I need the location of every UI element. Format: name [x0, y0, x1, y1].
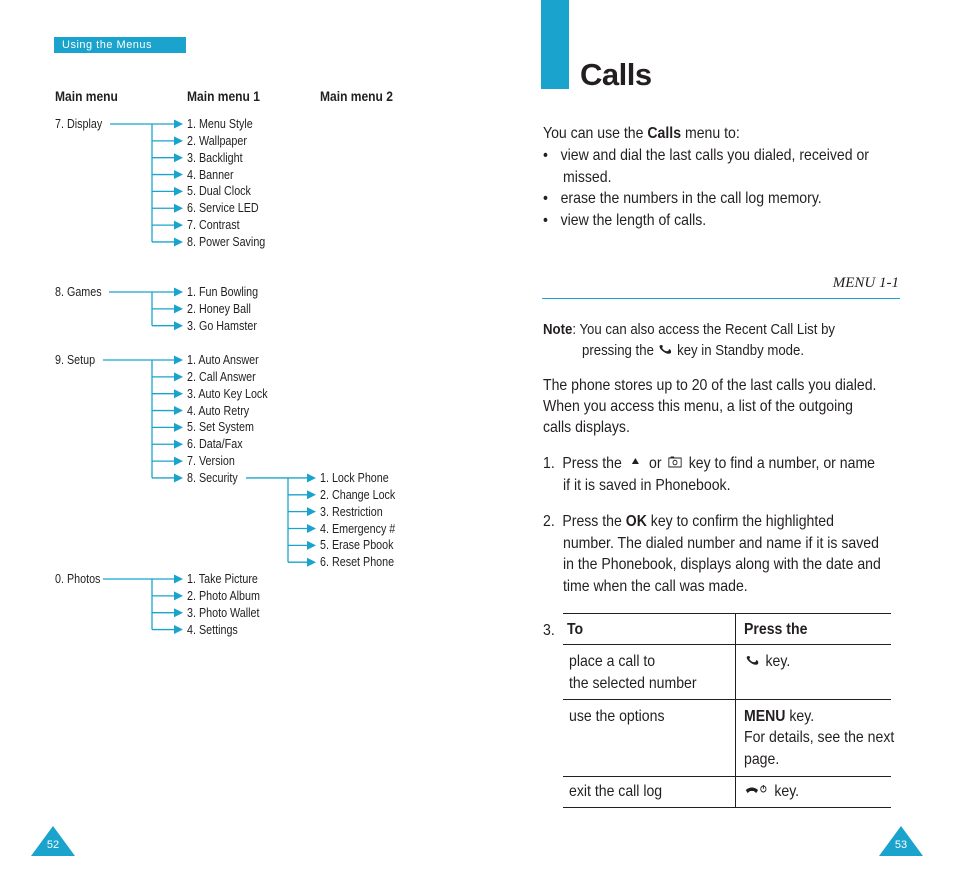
- menu-code: MENU 1-1: [832, 275, 899, 291]
- submenu-item: 3. Go Hamster: [187, 318, 257, 333]
- header-main-menu-1: Main menu 1: [187, 88, 260, 104]
- security-submenu-item: 6. Reset Phone: [320, 555, 395, 570]
- submenu-item: 2. Call Answer: [187, 369, 256, 384]
- tree-arrow-icon: [174, 372, 183, 381]
- submenu-item: 7. Version: [187, 454, 235, 469]
- page-title: Calls: [580, 57, 652, 92]
- tree-arrow-icon: [174, 608, 183, 617]
- submenu-item: 3. Auto Key Lock: [187, 386, 268, 401]
- table-header-to: To: [567, 621, 584, 638]
- main-menu-item: 8. Games: [55, 285, 102, 299]
- table-cell: For details, see the next: [744, 729, 895, 746]
- note-line-1: Note: You can also access the Recent Call List by: [543, 321, 836, 338]
- para-line-2: When you access this menu, a list of the outgoing: [543, 398, 853, 415]
- submenu-item: 5. Dual Clock: [187, 184, 251, 199]
- tree-arrow-icon: [174, 406, 183, 415]
- table-header-rule: [563, 644, 891, 645]
- table-cell: place a call to: [569, 653, 656, 670]
- security-tree-arrow-icon: [307, 558, 316, 567]
- submenu-item: 3. Photo Wallet: [187, 605, 260, 620]
- security-submenu-item: 4. Emergency #: [320, 521, 396, 536]
- security-tree-arrow-icon: [307, 507, 316, 516]
- header-main-menu: Main menu: [55, 88, 118, 104]
- tree-arrow-icon: [174, 440, 183, 449]
- table-row-rule: [563, 699, 891, 700]
- para-line-1: The phone stores up to 20 of the last calls you dialed.: [543, 377, 877, 394]
- submenu-item: 1. Take Picture: [187, 572, 258, 586]
- tree-arrow-icon: [174, 153, 183, 162]
- table-cell: key.: [744, 781, 799, 803]
- bullet-3: • view the length of calls.: [543, 212, 707, 229]
- tree-arrow-icon: [174, 625, 183, 634]
- tree-arrow-icon: [174, 120, 183, 129]
- tree-arrow-icon: [174, 389, 183, 398]
- table-cell: the selected number: [569, 675, 697, 692]
- step-1-cont: if it is saved in Phonebook.: [563, 477, 731, 494]
- section-tab: Using the Menus: [54, 37, 186, 53]
- submenu-item: 4. Auto Retry: [187, 403, 250, 418]
- tree-arrow-icon: [174, 204, 183, 213]
- send-key-icon: [658, 340, 674, 362]
- security-submenu-item: 1. Lock Phone: [320, 470, 389, 485]
- tree-arrow-icon: [174, 237, 183, 246]
- divider: [542, 298, 900, 299]
- main-menu-item: 7. Display: [55, 117, 103, 131]
- main-menu-item: 0. Photos: [55, 572, 101, 586]
- table-cell: use the options: [569, 708, 665, 725]
- tree-arrow-icon: [174, 304, 183, 313]
- tree-arrow-icon: [174, 457, 183, 466]
- security-tree-arrow-icon: [307, 490, 316, 499]
- table-row-rule: [563, 776, 891, 777]
- submenu-item: 8. Security: [187, 470, 238, 485]
- security-tree-arrow-icon: [307, 524, 316, 533]
- table-top-rule: [563, 613, 891, 614]
- step-2: 2. Press the OK key to confirm the highlighted: [543, 513, 834, 530]
- table-cell: MENU key.: [744, 708, 815, 725]
- table-cell: page.: [744, 751, 780, 768]
- table-bottom-rule: [563, 807, 891, 808]
- title-accent-bar: [541, 0, 569, 89]
- note-line-2: pressing the key in Standby mode.: [582, 340, 804, 362]
- submenu-item: 4. Settings: [187, 622, 238, 637]
- tree-arrow-icon: [174, 187, 183, 196]
- submenu-item: 1. Auto Answer: [187, 353, 259, 367]
- para-line-3: calls displays.: [543, 419, 630, 436]
- send-key-icon: [744, 651, 762, 673]
- submenu-item: 4. Banner: [187, 167, 234, 182]
- tree-arrow-icon: [174, 423, 183, 432]
- tree-arrow-icon: [174, 356, 183, 365]
- step-2-cont-3: time when the call was made.: [563, 578, 748, 595]
- submenu-item: 2. Wallpaper: [187, 133, 247, 148]
- page-number-left: [31, 826, 75, 856]
- tree-arrow-icon: [174, 221, 183, 230]
- down-key-icon: [665, 453, 684, 475]
- submenu-item: 2. Honey Ball: [187, 301, 251, 316]
- step-1: 1. Press the or key to find a number, or name: [543, 453, 555, 475]
- tree-arrow-icon: [174, 575, 183, 584]
- bullet-1-cont: missed.: [563, 169, 612, 186]
- tree-arrow-icon: [174, 288, 183, 297]
- submenu-item: 6. Service LED: [187, 201, 259, 216]
- bullet-2: • erase the numbers in the call log memory.: [543, 190, 822, 207]
- page-number-right: [879, 826, 923, 856]
- submenu-item: 5. Set System: [187, 420, 254, 435]
- up-arrow-icon: [626, 453, 645, 475]
- table-cell: exit the call log: [569, 783, 663, 800]
- submenu-item: 7. Contrast: [187, 218, 240, 233]
- submenu-item: 1. Fun Bowling: [187, 285, 259, 299]
- page-number-text: 53: [894, 839, 908, 851]
- table-header-press: Press the: [744, 621, 808, 638]
- submenu-item: 3. Backlight: [187, 150, 243, 165]
- submenu-item: 2. Photo Album: [187, 588, 260, 603]
- header-main-menu-2: Main menu 2: [320, 88, 393, 104]
- tree-arrow-icon: [174, 591, 183, 600]
- tree-arrow-icon: [174, 170, 183, 179]
- security-tree-arrow-icon: [307, 541, 316, 550]
- submenu-item: 1. Menu Style: [187, 117, 253, 131]
- security-submenu-item: 5. Erase Pbook: [320, 538, 394, 553]
- step-2-cont-2: in the Phonebook, displays along with the date and: [563, 556, 881, 573]
- security-submenu-item: 3. Restriction: [320, 504, 383, 519]
- bullet-1: • view and dial the last calls you dialed, received or: [543, 147, 869, 164]
- intro-text: You can use the Calls menu to:: [543, 125, 740, 142]
- submenu-item: 8. Power Saving: [187, 234, 266, 249]
- tree-arrow-icon: [174, 321, 183, 330]
- submenu-item: 6. Data/Fax: [187, 437, 243, 452]
- page-number-text: 52: [46, 839, 60, 851]
- security-tree-arrow-icon: [307, 473, 316, 482]
- step-2-cont-1: number. The dialed number and name if it is saved: [563, 535, 879, 552]
- table-column-rule: [735, 613, 736, 807]
- table-cell: key.: [744, 651, 790, 673]
- main-menu-item: 9. Setup: [55, 353, 96, 367]
- security-submenu-item: 2. Change Lock: [320, 487, 396, 502]
- end-key-icon: [744, 781, 770, 803]
- step-3-number: 3.: [543, 622, 555, 639]
- tree-arrow-icon: [174, 136, 183, 145]
- tree-arrow-icon: [174, 473, 183, 482]
